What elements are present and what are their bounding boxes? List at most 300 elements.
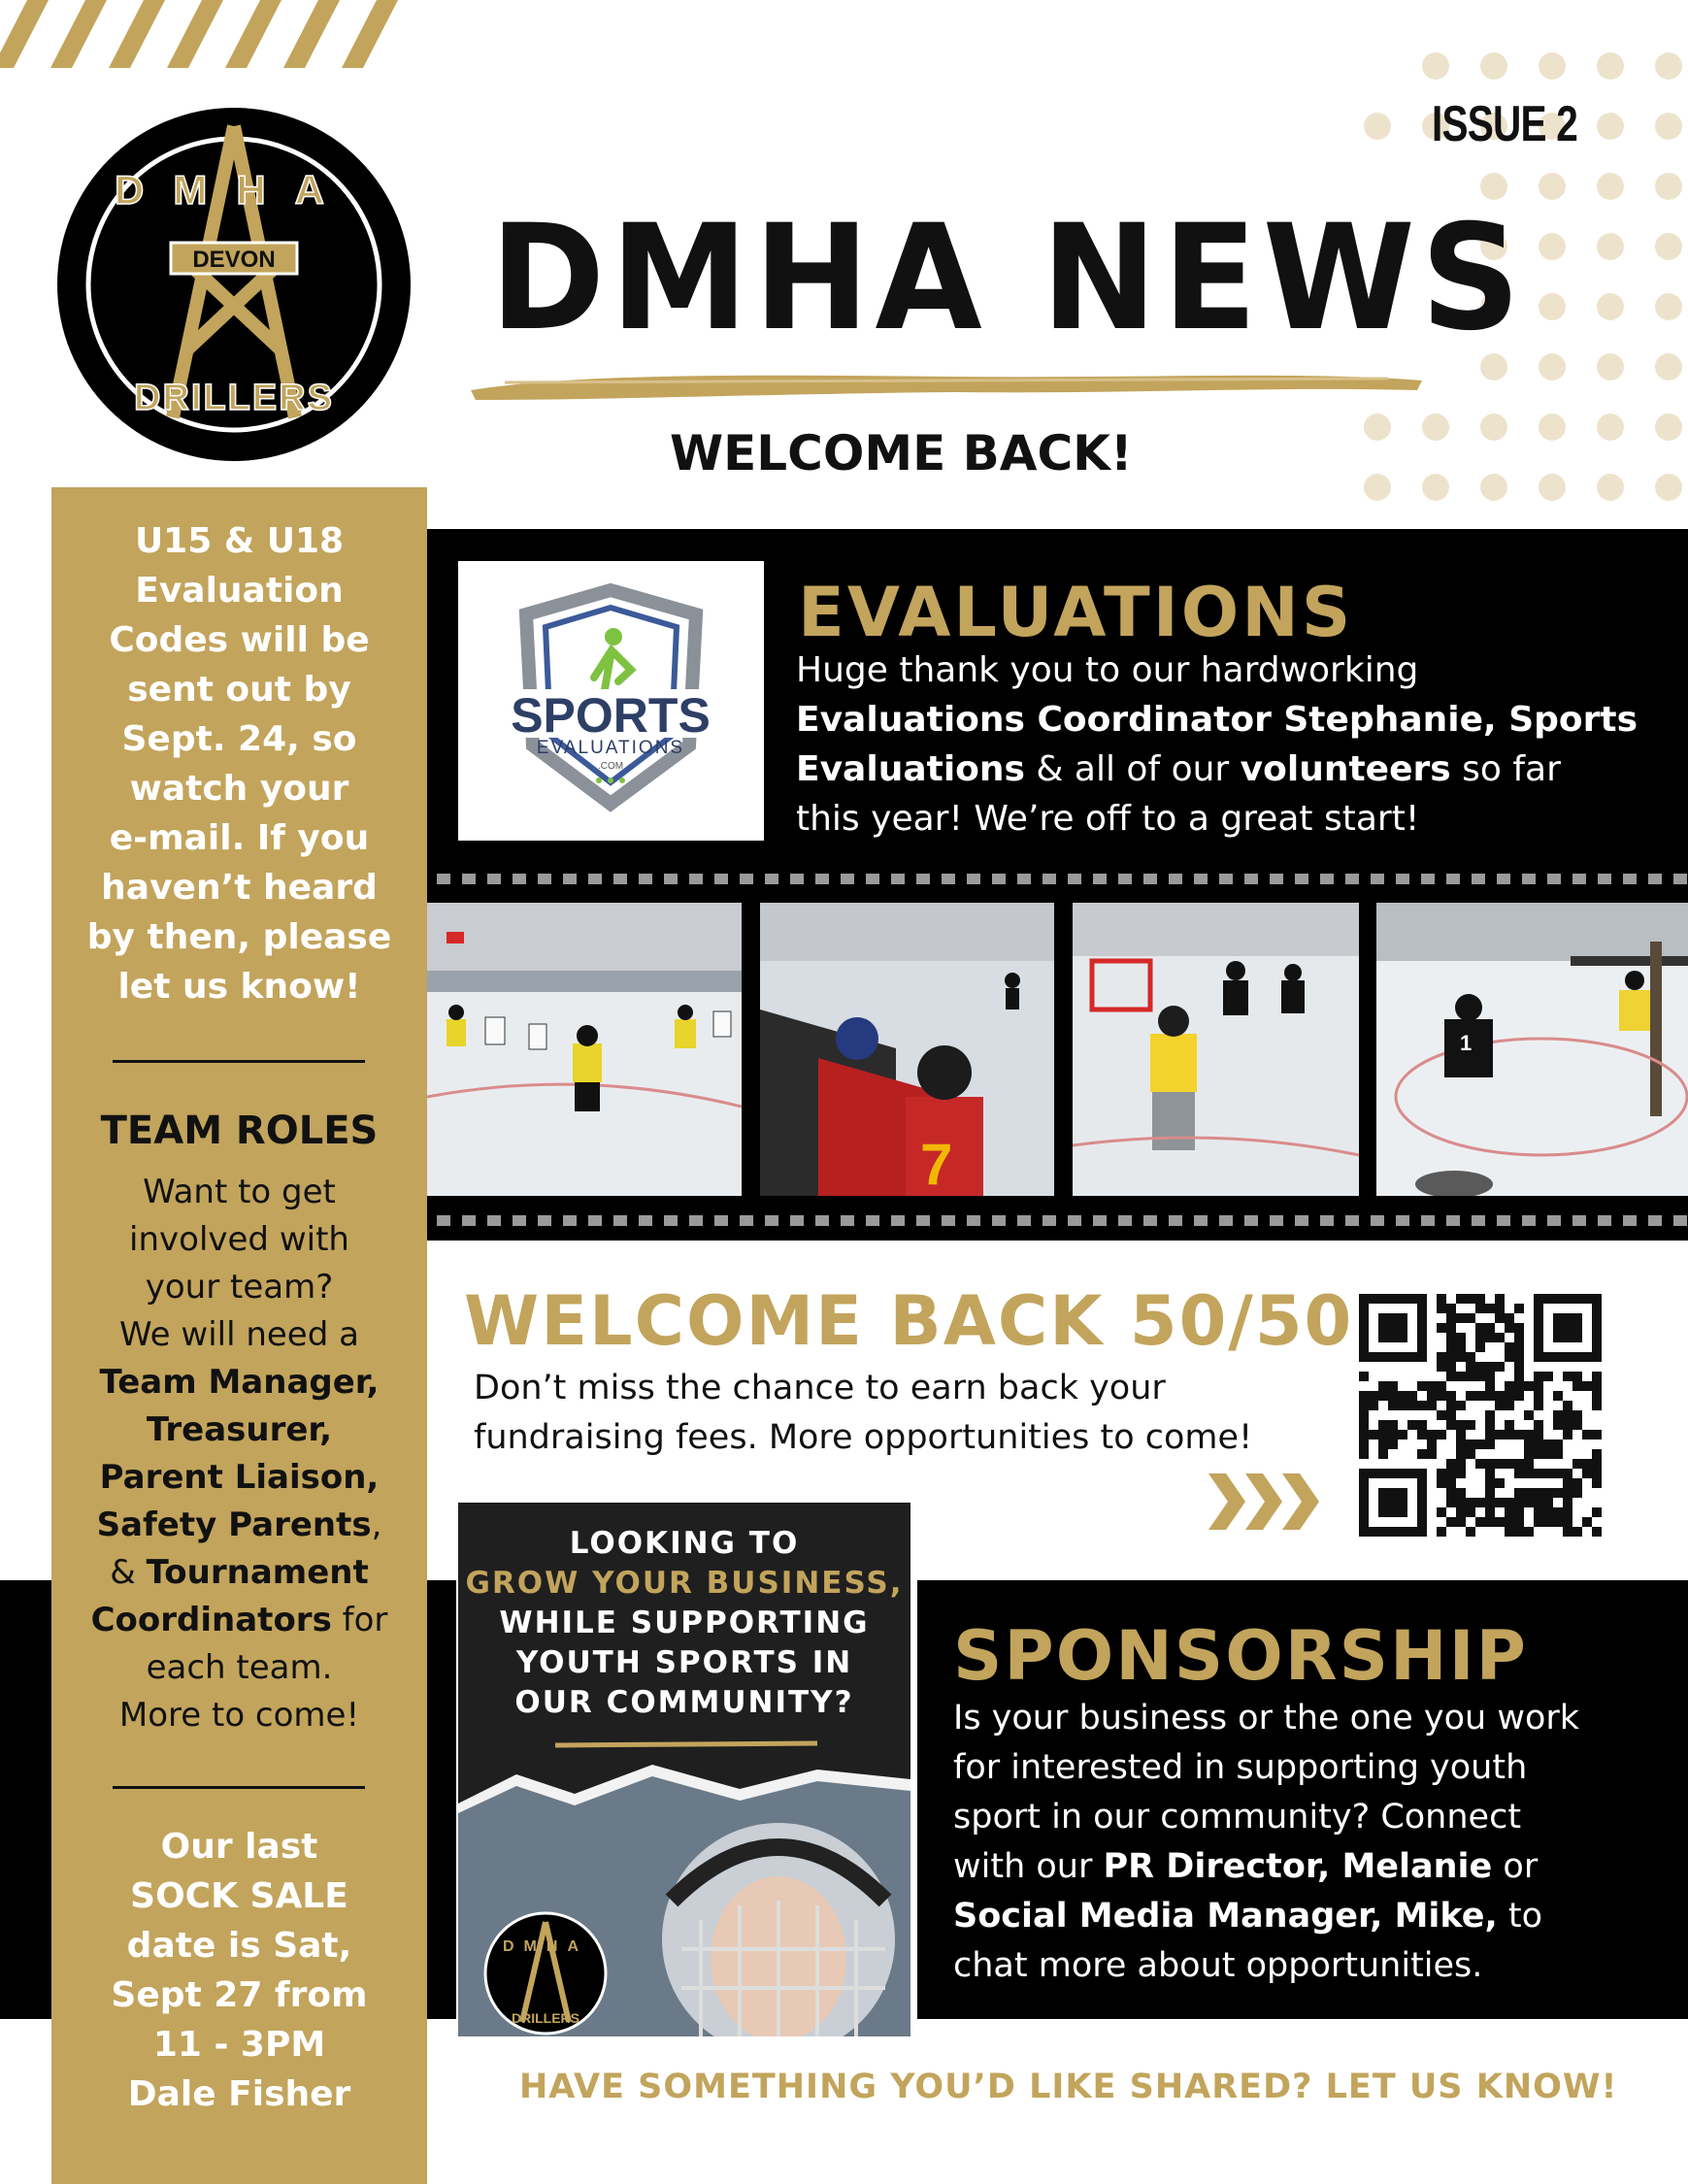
film-hole (765, 874, 778, 884)
evaluation-photo-1 (427, 903, 742, 1196)
qr-module (1592, 1372, 1602, 1381)
team-roles-text: your team? (145, 1268, 334, 1307)
film-hole (1572, 874, 1586, 884)
qr-module (1456, 1372, 1466, 1381)
decorative-dot (1480, 474, 1507, 501)
team-roles-line (71, 1454, 408, 1502)
team-roles-line (71, 1644, 408, 1692)
page-title: DMHA NEWS (490, 194, 1526, 363)
qr-module (1495, 1401, 1505, 1410)
sponsorship-ad (458, 1503, 910, 2036)
decorative-dot (1655, 414, 1682, 441)
ad-line: OUR COMMUNITY? (514, 1685, 854, 1720)
film-hole (1598, 1215, 1611, 1226)
evaluations-text: Evaluations (796, 749, 1025, 789)
qr-module (1534, 1381, 1543, 1391)
film-hole (765, 1215, 778, 1226)
decorative-dot (1539, 293, 1566, 320)
qr-module (1446, 1352, 1456, 1362)
issue-number: ISSUE 2 (1432, 96, 1578, 152)
sponsorship-title: SPONSORSHIP (953, 1616, 1528, 1696)
decorative-dot (1480, 414, 1507, 441)
sponsorship-line (953, 1842, 1652, 1892)
qr-module (1543, 1449, 1553, 1459)
film-hole (588, 874, 602, 884)
decorative-dot (1597, 414, 1624, 441)
qr-module (1485, 1420, 1495, 1430)
decorative-dot (1597, 293, 1624, 320)
sock-sale-line: 11 - 3PM (152, 2025, 326, 2065)
film-hole (1446, 874, 1460, 884)
film-perforations-bottom (427, 1213, 1688, 1228)
qr-module (1514, 1333, 1524, 1342)
evaluation-photo-4 (1376, 903, 1688, 1196)
team-roles-text: Safety Parents (96, 1506, 372, 1544)
film-hole (563, 874, 577, 884)
film-hole (1572, 1215, 1586, 1226)
qr-module (1505, 1507, 1514, 1517)
decorative-dot (1655, 173, 1682, 200)
qr-module (1359, 1391, 1369, 1401)
evaluation-photo-2 (760, 903, 1054, 1196)
ad-logo-text: DMHA (503, 1938, 588, 1955)
qr-module (1514, 1362, 1524, 1372)
qr-module (1485, 1459, 1495, 1469)
qr-module (1534, 1401, 1543, 1410)
qr-module (1592, 1527, 1602, 1537)
qr-module (1359, 1449, 1369, 1459)
film-hole (437, 1215, 450, 1226)
decorative-dot (1539, 52, 1566, 80)
eval-codes-line: sent out by (127, 670, 351, 710)
qr-module (1446, 1420, 1456, 1430)
dmha-drillers-logo (56, 107, 412, 462)
qr-module (1475, 1391, 1485, 1401)
team-roles-text: for (331, 1601, 388, 1639)
team-roles-line (71, 1359, 408, 1406)
qr-module (1466, 1439, 1475, 1449)
qr-module (1437, 1323, 1446, 1333)
film-hole (916, 874, 930, 884)
fifty-fifty-text (474, 1364, 1318, 1463)
decorative-dot (1655, 293, 1682, 320)
qr-module (1359, 1410, 1369, 1420)
team-roles-heading: TEAM ROLES (100, 1109, 379, 1153)
film-hole (1446, 1215, 1460, 1226)
qr-module (1466, 1313, 1475, 1323)
film-hole (1320, 1215, 1334, 1226)
film-perforations-top (427, 872, 1688, 886)
decorative-dot (1364, 113, 1391, 140)
qr-module (1407, 1391, 1417, 1401)
footer-callout: HAVE SOMETHING YOU’D LIKE SHARED? LET US KNOW! (519, 2068, 1618, 2106)
qr-module (1359, 1372, 1369, 1381)
team-roles-body (71, 1169, 408, 1739)
qr-module (1553, 1449, 1563, 1459)
fifty-line: Don’t miss the chance to earn back your (474, 1369, 1166, 1407)
qr-module (1466, 1352, 1475, 1362)
qr-module (1417, 1381, 1427, 1391)
logo-devon-text: DEVON (192, 247, 276, 273)
qr-module (1475, 1304, 1485, 1313)
film-hole (613, 874, 627, 884)
film-hole (1068, 1215, 1081, 1226)
qr-module (1388, 1401, 1398, 1410)
ad-line: WHILE SUPPORTING (499, 1605, 870, 1640)
qr-module (1505, 1430, 1514, 1439)
evaluations-text: this year! We’re off to a great start! (796, 799, 1420, 839)
qr-module (1582, 1381, 1592, 1391)
qr-module (1475, 1294, 1485, 1304)
eval-codes-line: by then, please (86, 917, 392, 957)
qr-module (1563, 1469, 1572, 1478)
film-hole (967, 874, 980, 884)
qr-module (1534, 1517, 1543, 1527)
evaluations-text: so far (1450, 749, 1561, 789)
qr-module (1456, 1294, 1466, 1304)
decorative-dot (1597, 113, 1624, 140)
qr-module (1456, 1488, 1466, 1498)
evaluations-text: & all of our (1024, 749, 1241, 789)
qr-module (1456, 1342, 1466, 1352)
film-hole (1194, 1215, 1208, 1226)
film-hole (1547, 874, 1561, 884)
qr-module (1514, 1391, 1524, 1401)
qr-module (1524, 1381, 1534, 1391)
decorative-dot (1655, 52, 1682, 80)
qr-module (1592, 1469, 1602, 1478)
decorative-dot (1597, 233, 1624, 260)
film-hole (992, 874, 1006, 884)
qr-module (1514, 1459, 1524, 1469)
film-hole (1497, 1215, 1510, 1226)
qr-module (1534, 1498, 1543, 1507)
qr-module (1485, 1488, 1495, 1498)
film-hole (1421, 1215, 1435, 1226)
film-hole (1497, 874, 1510, 884)
qr-module (1466, 1362, 1475, 1372)
film-hole (1068, 874, 1081, 884)
sock-sale-line: Our last (160, 1827, 318, 1867)
decorative-dot (1480, 52, 1507, 80)
sports-evaluations-logo (458, 561, 764, 841)
evaluations-line (796, 794, 1650, 844)
sock-sale-note (71, 1822, 408, 2119)
qr-module (1446, 1313, 1456, 1323)
sock-sale-line: SOCK SALE (130, 1876, 348, 1916)
qr-module (1505, 1517, 1514, 1527)
qr-module (1437, 1430, 1446, 1439)
qr-module (1553, 1488, 1563, 1498)
team-roles-text: Coordinators (90, 1601, 332, 1639)
team-roles-line (71, 1502, 408, 1549)
qr-module (1475, 1333, 1485, 1342)
qr-module (1475, 1342, 1485, 1352)
qr-module (1563, 1420, 1572, 1430)
film-hole (1244, 1215, 1258, 1226)
qr-module (1505, 1342, 1514, 1352)
qr-module (1572, 1478, 1582, 1488)
sidebar-eval-codes-note (71, 516, 408, 1011)
qr-module (1456, 1449, 1466, 1459)
logo-drillers-text: DRILLERS (134, 378, 334, 418)
film-hole (1522, 1215, 1536, 1226)
film-hole (437, 874, 450, 884)
sponsorship-text: Social Media Manager, Mike, (953, 1897, 1498, 1936)
qr-module (1582, 1459, 1592, 1469)
film-hole (1371, 874, 1384, 884)
evaluations-title: EVALUATIONS (798, 573, 1354, 652)
qr-module (1485, 1391, 1495, 1401)
qr-module (1495, 1391, 1505, 1401)
film-hole (1093, 874, 1107, 884)
qr-module (1466, 1420, 1475, 1430)
sponsorship-text: or (1492, 1847, 1539, 1886)
film-hole (462, 874, 476, 884)
qr-module (1543, 1469, 1553, 1478)
qr-module (1378, 1439, 1388, 1449)
film-hole (1472, 1215, 1485, 1226)
qr-module (1466, 1507, 1475, 1517)
sidebar (51, 487, 427, 2184)
sidebar-divider (113, 1060, 365, 1063)
evaluations-line (796, 645, 1650, 695)
sock-sale-line: Dale Fisher (127, 2074, 351, 2114)
sponsorship-text: PR Director, Melanie (1103, 1847, 1493, 1886)
qr-module (1505, 1498, 1514, 1507)
qr-module (1378, 1391, 1388, 1401)
black-band-middle (427, 1580, 456, 2019)
film-hole (487, 874, 501, 884)
decorative-dot (1655, 353, 1682, 381)
qr-module (1553, 1469, 1563, 1478)
qr-module (1475, 1439, 1485, 1449)
film-hole (1244, 874, 1258, 884)
film-hole (1017, 874, 1031, 884)
qr-module (1485, 1304, 1495, 1313)
qr-module (1553, 1420, 1563, 1430)
photo-jersey-number: 1 (1460, 1031, 1473, 1055)
qr-module (1514, 1342, 1524, 1352)
sponsorship-line (953, 1941, 1652, 1991)
film-hole (740, 874, 753, 884)
film-hole (1295, 874, 1308, 884)
qr-module (1514, 1469, 1524, 1478)
qr-module (1446, 1372, 1456, 1381)
qr-module (1446, 1517, 1456, 1527)
qr-module (1456, 1352, 1466, 1362)
qr-module (1563, 1498, 1572, 1507)
qr-module (1427, 1401, 1437, 1410)
qr-module (1485, 1439, 1495, 1449)
film-hole (1598, 874, 1611, 884)
qr-module (1485, 1372, 1495, 1381)
film-hole (1169, 874, 1182, 884)
decorative-dot (1539, 474, 1566, 501)
qr-module (1524, 1488, 1534, 1498)
qr-module (1446, 1469, 1456, 1478)
qr-module (1514, 1323, 1524, 1333)
qr-module (1572, 1459, 1582, 1469)
qr-module (1534, 1488, 1543, 1498)
qr-module (1524, 1527, 1534, 1537)
qr-module (1543, 1372, 1553, 1381)
qr-module (1505, 1420, 1514, 1430)
film-hole (613, 1215, 627, 1226)
sponsorship-text: sport in our community? Connect (953, 1798, 1522, 1837)
film-hole (538, 874, 551, 884)
team-roles-text: Tournament (146, 1553, 369, 1592)
decorative-stripes (0, 0, 408, 78)
qr-module (1524, 1410, 1534, 1420)
qr-module (1592, 1459, 1602, 1469)
film-hole (891, 1215, 905, 1226)
eval-codes-line: watch your (129, 769, 349, 809)
qr-module (1534, 1420, 1543, 1430)
film-hole (513, 1215, 526, 1226)
film-hole (1118, 874, 1132, 884)
qr-module (1437, 1352, 1446, 1362)
qr-module (1524, 1459, 1534, 1469)
evaluations-text: Huge thank you to our hardworking (796, 650, 1419, 690)
qr-module (1369, 1430, 1378, 1439)
qr-module (1514, 1372, 1524, 1381)
qr-module (1456, 1517, 1466, 1527)
qr-module (1407, 1420, 1417, 1430)
decorative-dot (1364, 414, 1391, 441)
qr-module (1514, 1381, 1524, 1391)
eval-codes-line: let us know! (117, 967, 361, 1007)
qr-module (1369, 1391, 1378, 1401)
qr-module (1456, 1401, 1466, 1410)
qr-module (1524, 1469, 1534, 1478)
qr-module (1407, 1401, 1417, 1410)
qr-module (1543, 1439, 1553, 1449)
qr-module (1446, 1362, 1456, 1372)
qr-module (1446, 1459, 1456, 1469)
qr-module (1475, 1362, 1485, 1372)
film-hole (462, 1215, 476, 1226)
team-roles-text: involved with (129, 1220, 349, 1259)
photo-jersey-number: 7 (920, 1132, 953, 1196)
qr-module (1514, 1527, 1524, 1537)
film-hole (815, 1215, 829, 1226)
qr-module (1505, 1352, 1514, 1362)
qr-module (1427, 1430, 1437, 1439)
qr-module (1369, 1401, 1378, 1410)
sponsorship-line (953, 1694, 1652, 1743)
ad-hockey-image (458, 1736, 910, 2036)
team-roles-text: Parent Liaison, (99, 1458, 380, 1497)
film-hole (1673, 874, 1687, 884)
sponsorship-text: for interested in supporting youth (953, 1748, 1528, 1787)
fifty-line: fundraising fees. More opportunities to come! (474, 1418, 1253, 1457)
qr-module (1563, 1478, 1572, 1488)
film-hole (513, 874, 526, 884)
film-hole (689, 1215, 703, 1226)
decorative-dot (1539, 414, 1566, 441)
film-hole (790, 874, 804, 884)
qr-module (1485, 1507, 1495, 1517)
eval-codes-line: e-mail. If you (109, 818, 370, 858)
qr-module (1534, 1372, 1543, 1381)
film-hole (1673, 1215, 1687, 1226)
qr-module (1592, 1391, 1602, 1401)
film-hole (1345, 1215, 1359, 1226)
qr-module (1378, 1420, 1388, 1430)
qr-module (1456, 1430, 1466, 1439)
qr-module (1456, 1469, 1466, 1478)
qr-module (1446, 1333, 1456, 1342)
qr-module (1495, 1430, 1505, 1439)
qr-module (1475, 1517, 1485, 1527)
decorative-dot (1655, 113, 1682, 140)
film-hole (1472, 874, 1485, 884)
qr-finder (1553, 1313, 1582, 1342)
qr-module (1553, 1391, 1563, 1401)
qr-module (1505, 1313, 1514, 1323)
qr-module (1563, 1488, 1572, 1498)
ad-logo-text: DRILLERS (512, 2010, 579, 2026)
qr-module (1524, 1430, 1534, 1439)
decorative-dot (1597, 173, 1624, 200)
qr-module (1582, 1469, 1592, 1478)
qr-module (1437, 1527, 1446, 1537)
film-hole (1118, 1215, 1132, 1226)
film-hole (942, 1215, 955, 1226)
qr-module (1495, 1498, 1505, 1507)
film-hole (967, 1215, 980, 1226)
film-hole (1623, 1215, 1637, 1226)
film-hole (487, 1215, 501, 1226)
film-hole (1093, 1215, 1107, 1226)
film-hole (1371, 1215, 1384, 1226)
qr-module (1446, 1488, 1456, 1498)
qr-module (1495, 1478, 1505, 1488)
qr-module (1388, 1439, 1398, 1449)
sports-logo-main-text: SPORTS (511, 688, 711, 743)
ad-line: LOOKING TO (569, 1526, 800, 1561)
qr-module (1466, 1391, 1475, 1401)
eval-codes-line: Evaluation (135, 571, 344, 611)
decorative-dot (1655, 474, 1682, 501)
team-roles-text: Want to get (143, 1173, 336, 1211)
eval-codes-line: haven’t heard (101, 868, 378, 908)
qr-module (1466, 1294, 1475, 1304)
qr-module (1446, 1478, 1456, 1488)
film-hole (1345, 874, 1359, 884)
qr-module (1466, 1527, 1475, 1537)
qr-module (1437, 1478, 1446, 1488)
film-hole (1648, 1215, 1662, 1226)
film-hole (639, 1215, 652, 1226)
qr-module (1359, 1420, 1369, 1430)
qr-module (1543, 1507, 1553, 1517)
qr-module (1572, 1410, 1582, 1420)
qr-module (1456, 1420, 1466, 1430)
qr-module (1572, 1488, 1582, 1498)
film-hole (815, 874, 829, 884)
qr-finder (1378, 1313, 1407, 1342)
qr-module (1446, 1304, 1456, 1313)
qr-module (1475, 1323, 1485, 1333)
qr-module (1563, 1527, 1572, 1537)
qr-code[interactable] (1359, 1294, 1602, 1537)
qr-module (1563, 1410, 1572, 1420)
decorative-dot (1422, 414, 1449, 441)
qr-module (1485, 1323, 1495, 1333)
film-hole (714, 1215, 728, 1226)
